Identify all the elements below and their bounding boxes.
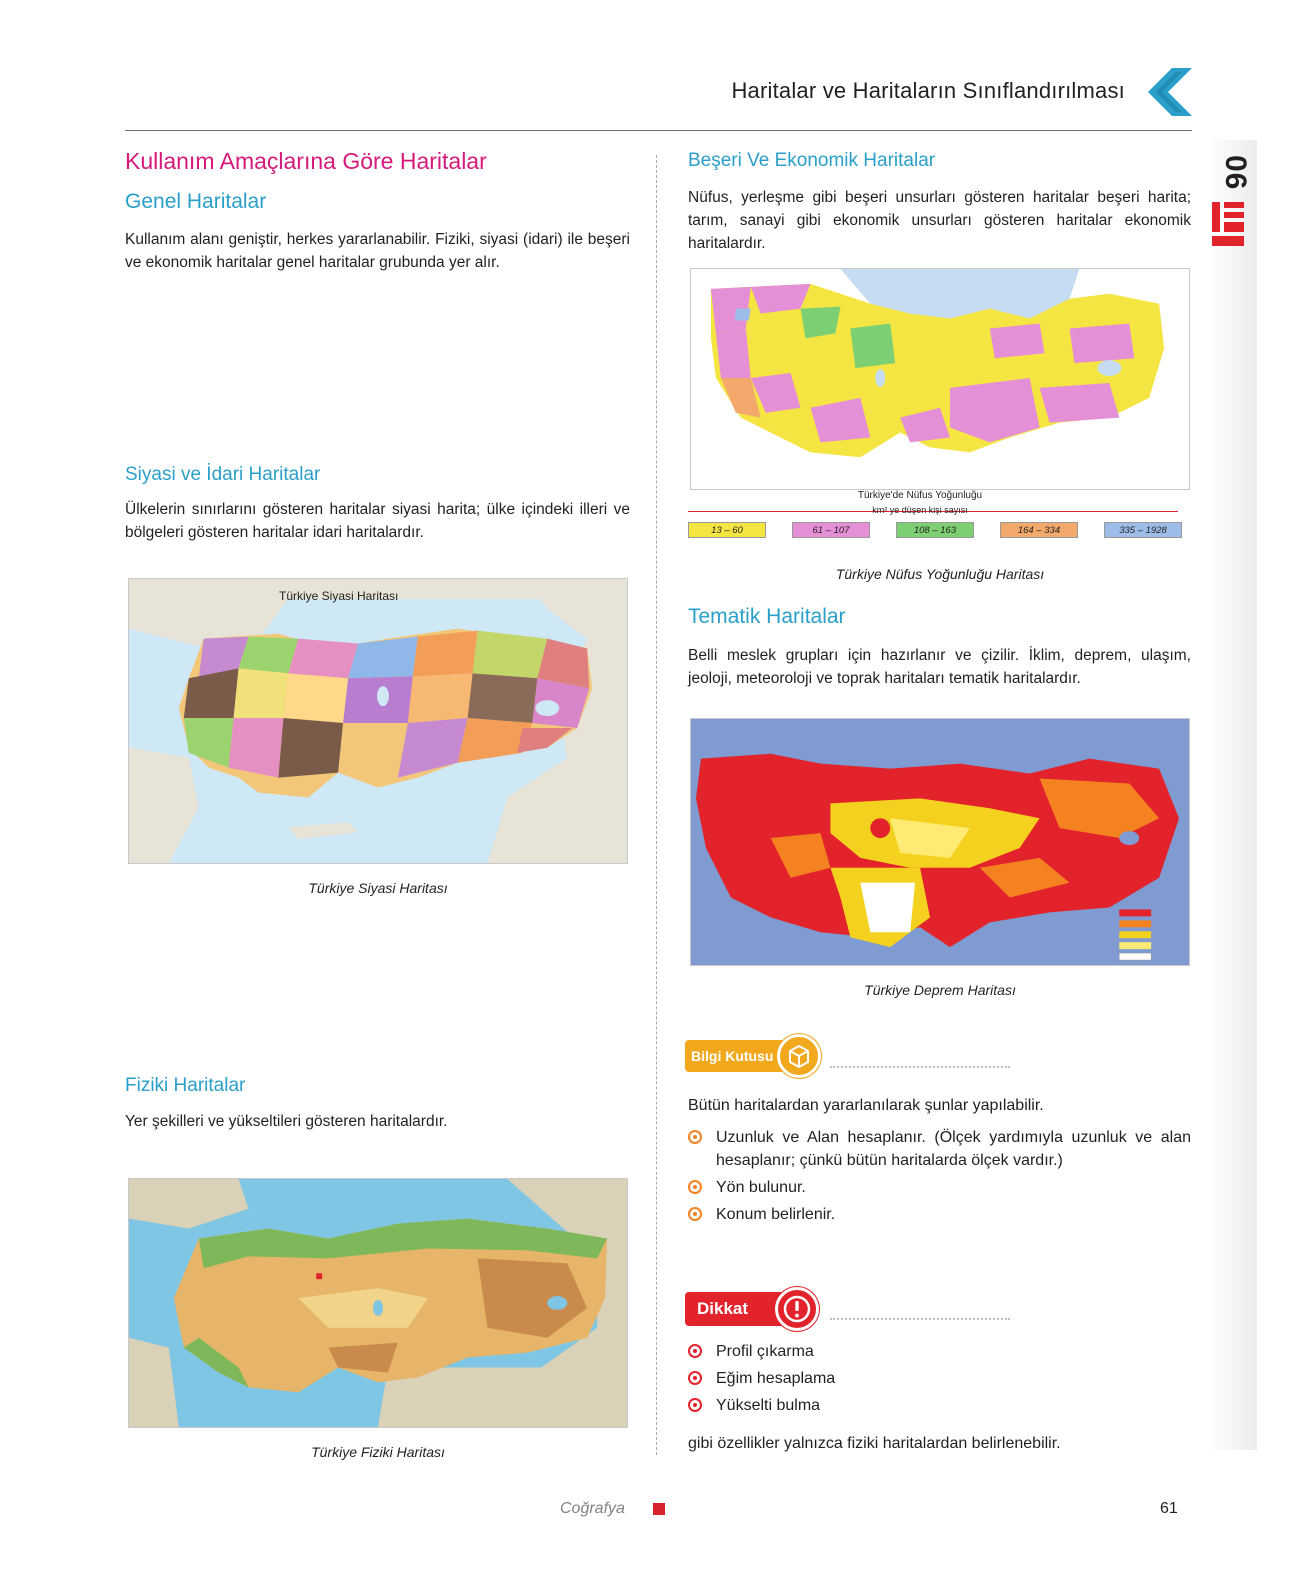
list-item: Yön bulunur. <box>688 1176 1191 1199</box>
political-map-caption: Türkiye Siyasi Haritası <box>308 880 448 896</box>
warning-list <box>688 1340 1191 1421</box>
genel-text: Kullanım alanı geniştir, herkes yararlanabilir. Fiziki, siyasi (idari) ile beşeri ve ekonomik haritalar genel haritalar grubunda yer alır. <box>125 231 630 271</box>
list-item: Uzunluk ve Alan hesaplanır. (Ölçek yardımıyla uzunluk ve alan hesaplanır; çünkü bütün haritalarda ölçek vardır.) <box>688 1126 1191 1172</box>
exclamation-icon <box>775 1287 819 1331</box>
density-legend <box>688 522 1178 540</box>
physical-map <box>128 1178 628 1428</box>
genel-title: Genel Haritalar <box>125 190 267 213</box>
siyasi-text: Ülkelerin sınırlarını gösteren haritalar siyasi harita; ülke içindeki illeri ve bölgeleri gösteren haritalar idari haritalardır. <box>125 501 630 541</box>
earthquake-map-caption: Türkiye Deprem Haritası <box>864 982 1016 998</box>
warning-badge <box>685 1286 823 1332</box>
warning-label: Dikkat <box>685 1292 797 1326</box>
info-box-dotted-rule <box>830 1066 1010 1068</box>
page-number: 61 <box>1160 1500 1178 1517</box>
list-item: Yükselti bulma <box>688 1394 1191 1417</box>
footer-square-icon <box>653 1503 665 1515</box>
political-map <box>128 578 628 864</box>
fiziki-title: Fiziki Haritalar <box>125 1075 246 1096</box>
info-box-list <box>688 1126 1191 1230</box>
footer-subject: Coğrafya <box>560 1500 625 1517</box>
legend-item: 61 – 107 <box>792 522 870 538</box>
legend-title: Türkiye'de Nüfus Yoğunluğu <box>857 490 983 501</box>
tematik-text: Belli meslek grupları için hazırlanır ve çizilir. İklim, deprem, ulaşım, jeoloji, meteoroloji ve toprak haritaları tematik haritalardır. <box>688 647 1191 687</box>
side-tab <box>1207 140 1257 1450</box>
list-item: Konum belirlenir. <box>688 1203 1191 1226</box>
legend-item: 335 – 1928 <box>1104 522 1182 538</box>
warning-outro: gibi özellikler yalnızca fiziki haritalardan belirlenebilir. <box>688 1435 1061 1452</box>
tematik-title: Tematik Haritalar <box>688 605 846 628</box>
population-density-map <box>690 268 1190 490</box>
list-item: Eğim hesaplama <box>688 1367 1191 1390</box>
beseri-text: Nüfus, yerleşme gibi beşeri unsurları gösteren haritalar beşeri harita; tarım, sanayi gibi ekonomik unsurları gösteren haritalar ekonomik haritalardır. <box>688 189 1191 252</box>
beseri-title: Beşeri Ve Ekonomik Haritalar <box>688 150 936 171</box>
earthquake-map <box>690 718 1190 966</box>
publisher-logo-icon <box>1210 200 1246 250</box>
header-divider <box>125 130 1192 131</box>
legend-item: 108 – 163 <box>896 522 974 538</box>
legend-unit: km² ye düşen kişi sayısı <box>872 505 968 515</box>
info-box-label: Bilgi Kutusu <box>685 1040 795 1072</box>
info-box-badge <box>685 1034 823 1078</box>
box-icon <box>777 1034 821 1078</box>
chapter-number: 06 <box>1219 155 1252 191</box>
legend-item: 164 – 334 <box>1000 522 1078 538</box>
population-map-caption: Türkiye Nüfus Yoğunluğu Haritası <box>835 566 1045 582</box>
legend-item: 13 – 60 <box>688 522 766 538</box>
column-divider <box>656 155 657 1455</box>
list-item: Profil çıkarma <box>688 1340 1191 1363</box>
physical-map-caption: Türkiye Fiziki Haritası <box>311 1444 445 1460</box>
fiziki-text: Yer şekilleri ve yükseltileri gösteren haritalardır. <box>125 1113 448 1130</box>
section-title: Kullanım Amaçlarına Göre Haritalar <box>125 148 487 174</box>
warning-dotted-rule <box>830 1318 1010 1320</box>
siyasi-title: Siyasi ve İdari Haritalar <box>125 464 321 485</box>
political-map-title: Türkiye Siyasi Haritası <box>279 589 399 603</box>
chevron-left-icon <box>1148 68 1192 116</box>
page-header-title: Haritalar ve Haritaların Sınıflandırılması <box>731 78 1125 103</box>
info-box-intro: Bütün haritalardan yararlanılarak şunlar yapılabilir. <box>688 1097 1044 1114</box>
